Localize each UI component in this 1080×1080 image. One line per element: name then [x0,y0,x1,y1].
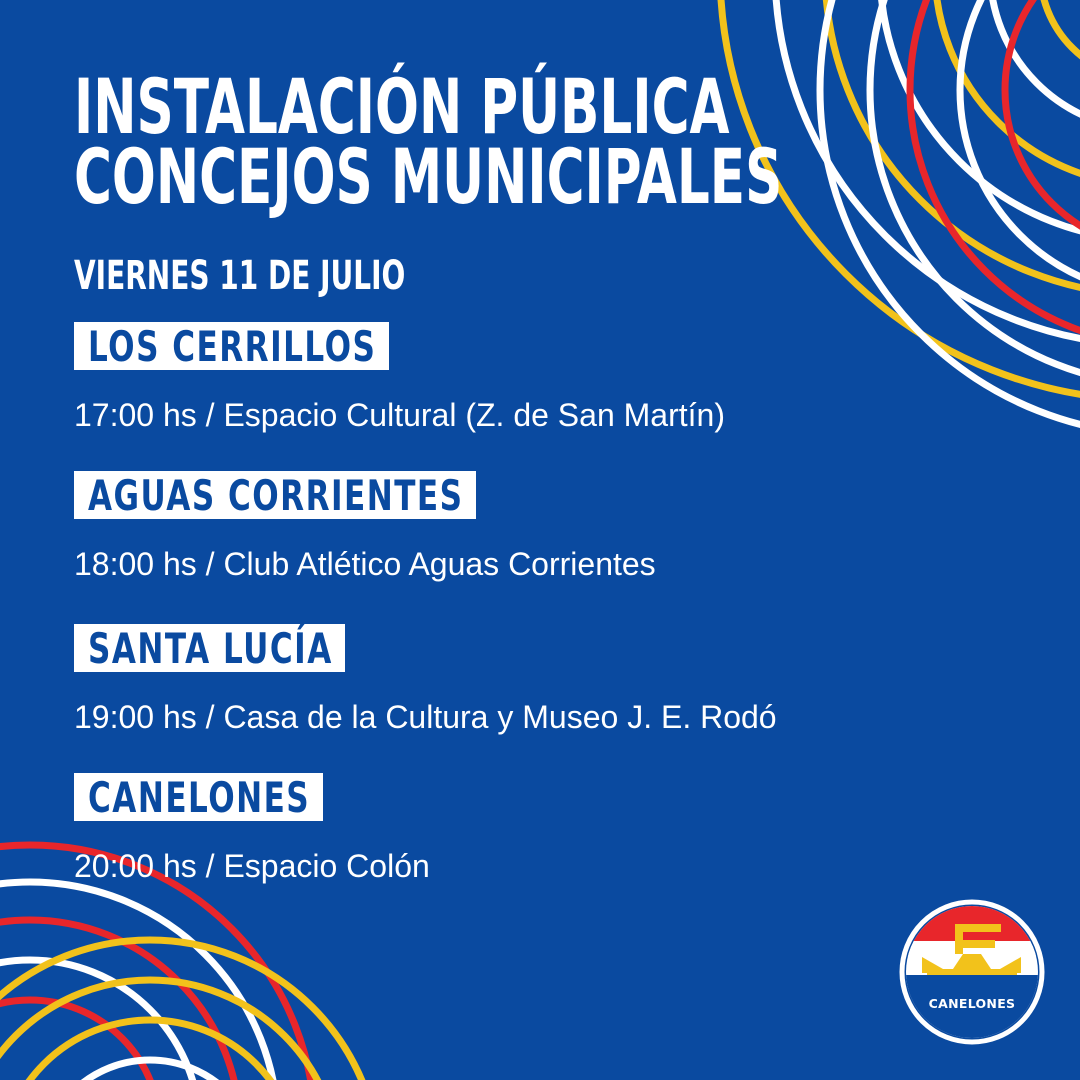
page-title [74,62,783,221]
event-date: VIERNES 11 DE JULIO [74,253,406,299]
venue-name-chip [74,624,345,672]
title-line-2: CONCEJOS MUNICIPALES [74,132,783,221]
canelones-logo [897,897,1047,1047]
venue-detail: 17:00 hs / Espacio Cultural (Z. de San Martín) [74,397,725,433]
venue-santa-lucia [74,624,974,735]
logo-text: CANELONES [928,996,1016,1011]
venue-detail: 20:00 hs / Espacio Colón [74,848,430,884]
venue-canelones [74,773,974,884]
venue-name: CANELONES [88,773,311,821]
event-schedule [74,62,974,884]
venue-name: SANTA LUCÍA [88,624,333,672]
venue-name: LOS CERRILLOS [88,322,377,370]
venue-name-chip [74,322,389,370]
venue-detail: 18:00 hs / Club Atlético Aguas Corrientes [74,546,656,582]
venue-detail: 19:00 hs / Casa de la Cultura y Museo J. E. Rodó [74,699,777,735]
venue-name-chip [74,471,476,519]
title-line-1: INSTALACIÓN PÚBLICA [74,62,730,151]
venue-name-chip [74,773,323,821]
venue-aguas-corrientes [74,471,974,582]
venue-los-cerrillos [74,322,974,433]
venue-name: AGUAS CORRIENTES [88,471,464,519]
